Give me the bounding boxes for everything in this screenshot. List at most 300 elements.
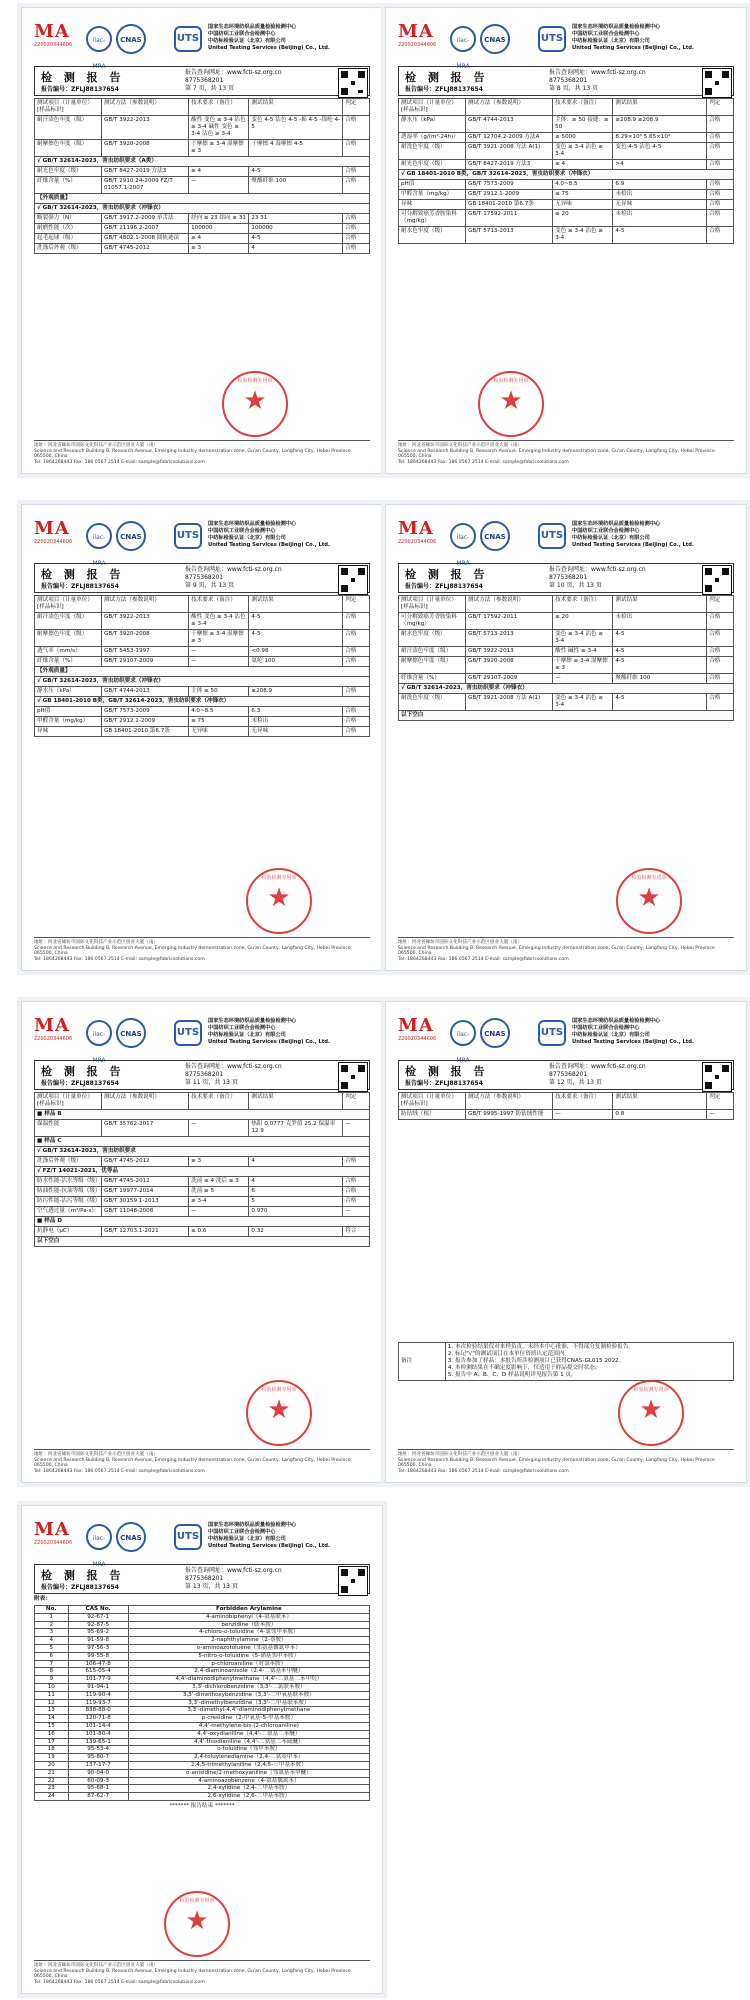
table-cell: 5-nitro-o-toluidine（5-硝基邻甲苯胺） — [128, 1652, 369, 1660]
table-cell: 干摩擦 ≥ 3-4 湿摩擦 ≥ 3 — [189, 630, 249, 647]
table-cell: 异味 — [399, 200, 466, 210]
uts-logo: UTS — [538, 523, 566, 549]
table-cell: 聚酯纤维 100 — [249, 177, 343, 194]
page-footer: 地址：河北省廊坊市国际文化科技产业示范区创业大厦（南） Science and Research Building B, Research Avenue, Emerging Industry demonstration zone, Gu'an County, Langfang City, Hebei Province 065500, China Tel: 1864268443 Fax: 186 0567 2514 E-mail: sample@fabricsolutions.com — [34, 1449, 370, 1474]
table-cell: 5 — [249, 1197, 343, 1207]
uts-logo: UTS — [174, 523, 202, 549]
table-cell: GB/T 8427-2019 方法3 — [102, 167, 189, 177]
table-cell: 2 — [35, 1621, 69, 1629]
table-cell: 干摩擦 4 湿摩擦 4-5 — [249, 140, 343, 157]
table-cell: 119-93-7 — [68, 1699, 128, 1707]
table-cell: benzidine（联苯胺） — [128, 1621, 369, 1629]
report-number: 报告编号：ZFLJ88137654 — [405, 583, 483, 590]
table-cell: 4-5 — [249, 630, 343, 647]
arylamine-row — [35, 1637, 370, 1645]
table-cell: GB/T 3917.2-2009 单舌法 — [102, 214, 189, 224]
report-end-text: ******* 报告结束 ******* — [169, 1802, 235, 1809]
ilac-mra-logo: ilac-MRA — [86, 26, 112, 52]
table-cell: 6.9 — [613, 180, 707, 190]
table-cell: 耐水色牢度（级） — [399, 227, 466, 244]
table-cell: GB/T 4745-2012 — [102, 244, 189, 254]
table-cell: 防污性能-沾污等级（级） — [35, 1197, 102, 1207]
table-cell: GB/T 4745-2012 — [102, 1157, 189, 1167]
table-cell: 合格 — [343, 717, 370, 727]
table-cell: 101-14-4 — [68, 1722, 128, 1730]
table-row — [399, 657, 734, 674]
table-cell: 纤维含量（%） — [35, 177, 102, 194]
table-cell: 合格 — [343, 234, 370, 244]
table-cell: GB/T 2912.1-2009 — [466, 190, 553, 200]
page-header — [398, 515, 734, 567]
report-page-10 — [385, 504, 747, 971]
table-row — [35, 1217, 370, 1227]
section-heading: ■ 样品 C — [35, 1137, 370, 1147]
table-row — [35, 1120, 370, 1137]
table-cell: 6 — [249, 1187, 343, 1197]
table-cell: 纤维含量（%） — [35, 657, 102, 667]
table-cell: 合格 — [343, 177, 370, 194]
table-cell: 92-67-1 — [68, 1613, 128, 1621]
table-cell: GB/T 5453-1997 — [102, 647, 189, 657]
table-cell: 洗前 ≥ 5 — [189, 1187, 249, 1197]
institute-names: 国家生态环境纺织品质量检验检测中心 中国纺织工业联合会检测中心 中纺标检验认证（北京）有限公司 United Testing Services (Beijing) Co., Ltd. — [208, 1522, 330, 1549]
table-cell: 2,4-diaminoanisole（2,4-二氨基苯甲醚） — [128, 1668, 369, 1676]
table-cell: 合格 — [343, 224, 370, 234]
section-heading: √ GB 18401-2010 B类，GB/T 32614-2023，害虫纺织要求（冲锋衣） — [35, 697, 370, 707]
notes-table — [398, 1342, 734, 1381]
table-cell: 99-55-8 — [68, 1652, 128, 1660]
arylamine-row — [35, 1777, 370, 1785]
report-query-info: 报告查询网址：www.fcti-sz.org.cn 8775368201 第 9 页，共 13 页 — [185, 566, 282, 589]
table-cell: 未检出 — [249, 717, 343, 727]
table-cell: 95-53-4 — [68, 1746, 128, 1754]
report-number: 报告编号：ZFLJ88137654 — [405, 1080, 483, 1087]
table-cell: 耐磨性能（次） — [35, 224, 102, 234]
section-heading: ■ 样品 D — [35, 1217, 370, 1227]
table-cell: 4,4'-methylene-bis-(2-chloroaniline) — [128, 1722, 369, 1730]
table-cell: 4-5 — [249, 613, 343, 630]
table-cell: 耐光色牢度（级） — [399, 160, 466, 170]
table-cell: 16 — [35, 1730, 69, 1738]
table-cell: GB/T 3921-2008 方法 A(1) — [466, 143, 553, 160]
table-cell: 合格 — [343, 647, 370, 657]
table-row — [399, 694, 734, 711]
appendix-label: 附表： — [34, 1596, 51, 1602]
table-cell: GB/T 5713-2013 — [466, 227, 553, 244]
table-row — [35, 194, 370, 204]
ilac-mra-logo: ilac-MRA — [450, 26, 476, 52]
report-number: 报告编号：ZFLJ88137654 — [41, 1080, 119, 1087]
table-cell: 变色 4-5 沾色 4-5 -棉 4-5 -锦纶 4-5 — [249, 116, 343, 140]
table-cell: 95-69-2 — [68, 1629, 128, 1637]
qr-code — [702, 565, 732, 595]
table-cell: 主体 ≥ 50 — [189, 687, 249, 697]
table-cell: 符合 — [343, 1227, 370, 1237]
table-row — [35, 214, 370, 224]
uts-logo: UTS — [538, 26, 566, 52]
table-cell: GB/T 19977-2014 — [102, 1187, 189, 1197]
arylamine-row — [35, 1761, 370, 1769]
table-cell: GB/T 4744-2013 — [102, 687, 189, 697]
ilac-mra-logo: ilac-MRA — [450, 1020, 476, 1046]
table-cell: 2-naphthylamine（2-萘胺） — [128, 1637, 369, 1645]
table-row — [35, 167, 370, 177]
table-cell: 耐洗色牢度（级） — [399, 694, 466, 711]
arylamine-row — [35, 1793, 370, 1801]
table-cell: ≤ 0.6 — [189, 1227, 249, 1237]
table-cell: 2,4-xylidine（2,4-二甲基苯胺） — [128, 1785, 369, 1793]
table-cell: 合格 — [707, 133, 734, 143]
table-cell: 9 — [35, 1676, 69, 1684]
table-row — [399, 180, 734, 190]
institute-names: 国家生态环境纺织品质量检验检测中心 中国纺织工业联合会检测中心 中纺标检验认证（北京）有限公司 United Testing Services (Beijing) Co., Ltd. — [208, 1018, 330, 1045]
table-row — [35, 1197, 370, 1207]
table-cell: GB/T 3920-2008 — [102, 140, 189, 157]
table-cell: 4 — [249, 1157, 343, 1167]
table-row — [35, 177, 370, 194]
page-header — [34, 1012, 370, 1064]
table-cell: 13 — [35, 1707, 69, 1715]
table-cell: 未检出 — [613, 210, 707, 227]
section-heading: √ GB/T 32614-2023，害虫纺织要求（冲锋衣） — [399, 684, 734, 694]
qr-code — [338, 1566, 368, 1596]
page-footer: 地址：河北省廊坊市国际文化科技产业示范区创业大厦（南） Science and Research Building B, Research Avenue, Emerging Industry demonstration zone, Gu'an County, Langfang City, Hebei Province 065500, China Tel: 1864268443 Fax: 186 0567 2514 E-mail: sample@fabricsolutions.com — [34, 440, 370, 465]
table-cell: 无异味 — [553, 200, 613, 210]
table-cell: 139-65-1 — [68, 1738, 128, 1746]
table-cell: 合格 — [343, 167, 370, 177]
institute-names: 国家生态环境纺织品质量检验检测中心 中国纺织工业联合会检测中心 中纺标检验认证（北京）有限公司 United Testing Services (Beijing) Co., Ltd. — [208, 521, 330, 548]
ilac-mra-logo: ilac-MRA — [450, 523, 476, 549]
report-title-bar — [398, 66, 734, 96]
table-row — [399, 227, 734, 244]
report-number: 报告编号：ZFLJ88137654 — [41, 86, 119, 93]
report-title: 检 测 报 告 — [41, 568, 125, 581]
table-cell: 92-87-5 — [68, 1621, 128, 1629]
table-cell: GB 18401-2010 第6.7条 — [102, 727, 189, 737]
arylamine-row — [35, 1715, 370, 1723]
table-row — [35, 234, 370, 244]
report-title-bar — [398, 1060, 734, 1090]
table-cell: 合格 — [343, 687, 370, 697]
table-row — [35, 727, 370, 737]
table-cell: ≤ 20 — [553, 613, 613, 630]
page-footer: 地址：河北省廊坊市国际文化科技产业示范区创业大厦（南） Science and Research Building B, Research Avenue, Emerging Industry demonstration zone, Gu'an County, Langfang City, Hebei Province 065500, China Tel: 1864268443 Fax: 186 0567 2514 E-mail: sample@fabricsolutions.com — [398, 1449, 734, 1474]
page-footer: 地址：河北省廊坊市国际文化科技产业示范区创业大厦（南） Science and Research Building B, Research Avenue, Emerging Industry demonstration zone, Gu'an County, Langfang City, Hebei Province 065500, China Tel: 1864268443 Fax: 186 0567 2514 E-mail: sample@fabricsolutions.com — [34, 1960, 370, 1985]
table-cell: 137-17-7 — [68, 1761, 128, 1769]
institute-names: 国家生态环境纺织品质量检验检测中心 中国纺织工业联合会检测中心 中纺标检验认证（北京）有限公司 United Testing Services (Beijing) Co., Ltd. — [208, 24, 330, 51]
table-cell: 洗前 ≥ 4 洗后 ≥ 3 — [189, 1177, 249, 1187]
table-cell: 静水压（kPa） — [399, 116, 466, 133]
table-row — [35, 1177, 370, 1187]
arylamine-row — [35, 1644, 370, 1652]
arylamine-row — [35, 1746, 370, 1754]
table-cell: 10 — [35, 1683, 69, 1691]
table-cell: 19 — [35, 1754, 69, 1762]
table-cell: 2,6-xylidine（2,6-二甲基苯胺） — [128, 1793, 369, 1801]
table-cell: 0.32 — [249, 1227, 343, 1237]
table-row — [399, 200, 734, 210]
table-cell: 变色 ≥ 3-4 沾色 ≥ 3-4 — [553, 143, 613, 160]
table-cell: ≥208.9 ≥208.9 — [613, 116, 707, 133]
arylamine-row — [35, 1691, 370, 1699]
table-row — [35, 1227, 370, 1237]
cnas-logo: CNAS — [116, 1522, 146, 1552]
table-cell: 7 — [35, 1660, 69, 1668]
table-cell: 91-59-8 — [68, 1637, 128, 1645]
section-heading: √ GB/T 32614-2023，害虫纺织要求（A类） — [35, 157, 370, 167]
arylamine-row — [35, 1769, 370, 1777]
table-cell: o-toluidine（邻甲苯胺） — [128, 1746, 369, 1754]
table-cell: >4 — [613, 160, 707, 170]
table-cell: 95-80-7 — [68, 1754, 128, 1762]
table-cell: 1 — [35, 1613, 69, 1621]
results-table: 测试项目（计量单位）[样品标识] 测试方法（参数说明） 技术要求（备注） 测试结果 判定 防钻绒（根） GB/T 9995-1997 防钻绒性能 — 0.8 — — [398, 1092, 734, 1120]
table-cell: 耐光色牢度（级） — [35, 167, 102, 177]
table-cell: GB/T 17592-2011 — [466, 210, 553, 227]
table-cell: 3,3'-dimethylbenzidine（3,3'-二甲基联苯胺） — [128, 1699, 369, 1707]
table-cell: ≥ 3 — [189, 244, 249, 254]
red-seal-stamp: 检验检测专用章 ★ — [616, 868, 682, 934]
table-cell: 合格 — [343, 1177, 370, 1187]
table-cell: 22 — [35, 1777, 69, 1785]
red-seal-stamp: 检验检测专用章 ★ — [246, 868, 312, 934]
table-cell: GB/T 29107-2009 — [466, 674, 553, 684]
forbidden-arylamine-appendix — [34, 1596, 370, 1810]
report-number: 报告编号：ZFLJ88137654 — [41, 1584, 119, 1591]
section-heading: √ GB/T 32614-2023，害虫纺织要求（冲锋衣） — [35, 677, 370, 687]
arylamine-row — [35, 1738, 370, 1746]
table-cell: 合格 — [343, 727, 370, 737]
table-cell: p-cresidine（2-甲氧基-5-甲基苯胺） — [128, 1715, 369, 1723]
table-cell: 防油性能-抗油等级（级） — [35, 1187, 102, 1197]
section-heading: ■ 样品 B — [35, 1110, 370, 1120]
section-heading: √ GB 18401-2010 B类，GB/T 32614-2023，害虫纺织要求（冲锋衣） — [399, 170, 734, 180]
ilac-mra-logo: ilac-MRA — [86, 523, 112, 549]
report-title: 检 测 报 告 — [405, 1065, 489, 1078]
report-page-7 — [21, 7, 383, 474]
table-cell: 合格 — [707, 613, 734, 630]
table-cell: 合格 — [707, 143, 734, 160]
section-heading: 【外观质量】 — [35, 194, 370, 204]
table-row — [35, 1147, 370, 1157]
table-cell: 合格 — [707, 227, 734, 244]
report-title: 检 测 报 告 — [405, 71, 489, 84]
table-cell: <0.98 — [249, 647, 343, 657]
table-cell: 100000 — [249, 224, 343, 234]
uts-logo: UTS — [538, 1020, 566, 1046]
section-heading: 以下空白 — [35, 1237, 370, 1247]
table-row — [399, 190, 734, 200]
table-cell: 合格 — [343, 140, 370, 157]
table-cell: 防钻绒（根） — [399, 1110, 466, 1120]
table-cell: 87-62-7 — [68, 1793, 128, 1801]
table-cell: 变色 ≥ 3-4 沾色 ≥ 3-4 — [553, 630, 613, 647]
table-cell: GB/T 17592-2011 — [466, 613, 553, 630]
table-cell: 119-90-4 — [68, 1691, 128, 1699]
table-row — [35, 697, 370, 707]
table-row — [35, 647, 370, 657]
qr-code — [338, 1062, 368, 1092]
cnas-logo: CNAS — [480, 24, 510, 54]
table-cell: GB/T 9995-1997 防钻绒性能 — [466, 1110, 553, 1120]
table-cell: pH值 — [399, 180, 466, 190]
table-row — [399, 1110, 734, 1120]
table-cell: 未检出 — [613, 613, 707, 630]
table-cell: 无异味 — [249, 727, 343, 737]
table-cell: 100000 — [189, 224, 249, 234]
table-cell: GB 18401-2010 第6.7条 — [466, 200, 553, 210]
page-footer: 地址：河北省廊坊市国际文化科技产业示范区创业大厦（南） Science and Research Building B, Research Avenue, Emerging Industry demonstration zone, Gu'an County, Langfang City, Hebei Province 065500, China Tel: 1864268443 Fax: 186 0567 2514 E-mail: sample@fabricsolutions.com — [398, 937, 734, 962]
table-cell: 合格 — [343, 1197, 370, 1207]
arylamine-row — [35, 1652, 370, 1660]
report-title-bar — [34, 66, 370, 96]
table-cell: GB/T 3920-2008 — [466, 657, 553, 674]
table-cell: 合格 — [343, 630, 370, 647]
table-cell: 4.0~8.5 — [189, 707, 249, 717]
table-cell: 耐摩擦色牢度（级） — [399, 657, 466, 674]
table-cell: 4.0~8.5 — [553, 180, 613, 190]
arylamine-row — [35, 1754, 370, 1762]
table-cell: 合格 — [707, 630, 734, 647]
results-table: 测试项目（计量单位）[样品标识] 测试方法（参数说明） 技术要求（备注） 测试结果 判定 ■ 样品 B 保温性能 GB/T 35762-2017 — 热阻 0.0777 克罗值 25.2 保温率 12.9 — ■ 样品 C √ GB/T 32614-2023，害虫纺织要求 洗涤后外观（级） GB/T 4745-2012 ≥ 3 4 合格 √ FZ/T 14021-2021，优等品 防水性能-沾水等级（级） GB/T 4745-2012 洗前 ≥ 4 洗后 ≥ 3 4 合格 防油性能-抗油等级（级） GB/T 19977-2014 洗前 ≥ 5 6 合格 防污性能-沾污等级（级） GB/T 30159.1-2013 ≥ 3-4 5 合格 空气透过量（m³/Pa·s） GB/T 11048-2008 — 0.970 — ■ 样品 D 抗静电（μC） GB/T 12703.1-2021 ≤ 0.6 0.32 符合 以下空白 — [34, 1092, 370, 1247]
table-cell: 120-71-8 — [68, 1715, 128, 1723]
table-cell: 无异味 — [613, 200, 707, 210]
table-cell: 4-5 — [613, 657, 707, 674]
table-cell: GB/T 7573-2009 — [102, 707, 189, 717]
table-cell: 95-68-1 — [68, 1785, 128, 1793]
table-cell: GB/T 30159.1-2013 — [102, 1197, 189, 1207]
table-row — [399, 170, 734, 180]
report-query-info: 报告查询网址：www.fcti-sz.org.cn 8775368201 第 10 页，共 13 页 — [549, 566, 646, 589]
table-cell: 97-56-3 — [68, 1644, 128, 1652]
table-cell: 合格 — [707, 200, 734, 210]
table-cell: 合格 — [343, 707, 370, 717]
page-footer: 地址：河北省廊坊市国际文化科技产业示范区创业大厦（南） Science and Research Building B, Research Avenue, Emerging Industry demonstration zone, Gu'an County, Langfang City, Hebei Province 065500, China Tel: 1864268443 Fax: 186 0567 2514 E-mail: sample@fabricsolutions.com — [398, 440, 734, 465]
arylamine-row — [35, 1613, 370, 1621]
table-cell: 3 — [35, 1629, 69, 1637]
table-row — [35, 244, 370, 254]
table-cell: o-aminoazotoluene（邻氨基偶氮甲苯） — [128, 1644, 369, 1652]
table-cell: 合格 — [707, 657, 734, 674]
table-row — [35, 140, 370, 157]
table-cell: 4-5 — [249, 167, 343, 177]
table-cell: 91-94-1 — [68, 1683, 128, 1691]
ma-logo: MA 220020344606 — [34, 21, 73, 48]
ma-logo: MA 220020344606 — [34, 518, 73, 545]
table-row — [35, 613, 370, 630]
table-cell: GB/T 29107-2009 — [102, 657, 189, 667]
table-cell: 合格 — [343, 613, 370, 630]
table-cell: 防水性能-沾水等级（级） — [35, 1177, 102, 1187]
table-cell: 0.970 — [249, 1207, 343, 1217]
uts-logo: UTS — [174, 1524, 202, 1550]
table-cell: 合格 — [343, 214, 370, 224]
table-cell: ≥ 3-4 — [189, 1197, 249, 1207]
table-cell: 6 — [35, 1652, 69, 1660]
report-title: 检 测 报 告 — [41, 1065, 125, 1078]
table-cell: 15 — [35, 1722, 69, 1730]
uts-logo: UTS — [174, 1020, 202, 1046]
table-cell: 耐摩擦色牢度（级） — [35, 140, 102, 157]
table-cell: 合格 — [707, 647, 734, 657]
table-cell: — — [189, 177, 249, 194]
table-cell: 4-5 — [613, 630, 707, 647]
table-cell: 静水压（kPa） — [35, 687, 102, 697]
report-number: 报告编号：ZFLJ88137654 — [41, 583, 119, 590]
red-seal-stamp: 检验检测专用章 ★ — [618, 1380, 684, 1446]
table-row — [399, 143, 734, 160]
arylamine-row — [35, 1660, 370, 1668]
ma-logo: MA 220020344606 — [398, 518, 437, 545]
arylamine-row — [35, 1629, 370, 1637]
report-query-info: 报告查询网址：www.fcti-sz.org.cn 8775368201 第 12 页，共 13 页 — [549, 1063, 646, 1086]
table-cell: 酸性 碱性 ≥ 3-4 — [553, 647, 613, 657]
table-cell: ≤ 75 — [553, 190, 613, 200]
cnas-logo: CNAS — [116, 24, 146, 54]
table-row — [35, 1237, 370, 1247]
red-seal-stamp: 检验检测专用章 ★ — [222, 371, 288, 437]
table-cell: ≥ 3 — [189, 1157, 249, 1167]
table-cell: 4,4'-oxydianiline（4,4'-二氨基二苯醚） — [128, 1730, 369, 1738]
table-cell: 23 — [35, 1785, 69, 1793]
table-cell: 615-05-4 — [68, 1668, 128, 1676]
table-row — [35, 657, 370, 667]
table-cell: o-anisidine/2-methoxyaniline（邻氨基苯甲醚） — [128, 1769, 369, 1777]
qr-code — [702, 68, 732, 98]
table-cell: ≥ 4 — [189, 167, 249, 177]
table-row — [399, 210, 734, 227]
table-cell: ≥208.9 — [249, 687, 343, 697]
table-cell: ≥ 4 — [553, 160, 613, 170]
table-cell: GB/T 2910.24-2009 FZ/T 01057.1-2007 — [102, 177, 189, 194]
table-cell: 4-5 — [613, 694, 707, 711]
table-cell: 合格 — [707, 116, 734, 133]
table-cell: 耐汗渍色牢度（级） — [35, 613, 102, 630]
report-title-bar — [34, 563, 370, 593]
cnas-logo: CNAS — [116, 521, 146, 551]
table-cell: 4-aminobiphenyl（4-氨基联苯） — [128, 1613, 369, 1621]
table-cell: ≤ 20 — [553, 210, 613, 227]
table-cell: 101-80-4 — [68, 1730, 128, 1738]
table-row — [35, 157, 370, 167]
table-cell: GB/T 3922-2013 — [102, 613, 189, 630]
table-cell: 101-77-9 — [68, 1676, 128, 1684]
table-cell: — — [189, 647, 249, 657]
table-cell: 保温性能 — [35, 1120, 102, 1137]
table-cell: GB/T 2912.1-2009 — [102, 717, 189, 727]
table-cell: 无异味 — [189, 727, 249, 737]
report-page-11 — [21, 1001, 383, 1483]
table-cell: 838-88-0 — [68, 1707, 128, 1715]
table-cell: 4-5 — [249, 234, 343, 244]
table-cell: ≥ 5000 — [553, 133, 613, 143]
table-cell: 4 — [35, 1637, 69, 1645]
table-cell: 合格 — [343, 1157, 370, 1167]
table-row — [35, 717, 370, 727]
table-cell: 3,3'-dimethyl-4,4'-diaminodiphenylmethane — [128, 1707, 369, 1715]
table-cell: 透湿率（g/(m²·24h)） — [399, 133, 466, 143]
table-cell: 酸性 变色 ≥ 3-4 沾色 ≥ 3-4 碱性 变色 ≥ 3-4 沾色 ≥ 3-4 — [189, 116, 249, 140]
table-cell: 耐汗渍色牢度（级） — [399, 647, 466, 657]
table-cell: GB/T 3922-2013 — [102, 116, 189, 140]
table-cell: 变色 ≥ 3-4 沾色 ≥ 3-4 — [553, 694, 613, 711]
page-footer: 地址：河北省廊坊市国际文化科技产业示范区创业大厦（南） Science and Research Building B, Research Avenue, Emerging Industry demonstration zone, Gu'an County, Langfang City, Hebei Province 065500, China Tel: 1864268443 Fax: 186 0567 2514 E-mail: sample@fabricsolutions.com — [34, 937, 370, 962]
table-cell: — — [189, 657, 249, 667]
results-table: 测试项目（计量单位）[样品标识] 测试方法（参数说明） 技术要求（备注） 测试结果 判定 静水压（kPa） GB/T 4744-2013 主体：≥ 50 接缝：≥ 50 ≥208.9 ≥208.9 合格 透湿率（g/(m²·24h)） GB/T 12704.2-2009 方法A ≥ 5000 8.29×10³ 5.65×10³ 合格 耐洗色牢度（级） GB/T 3921-2008 方法 A(1) 变色 ≥ 3-4 沾色 ≥ 3-4 变色 4-5 沾色 4-5 合格 耐光色牢度（级） GB/T 8427-2019 方法3 ≥ 4 >4 合格 √ GB 18401-2010 B类，GB/T 32614-2023，害虫纺织要求（冲锋衣） pH值 GB/T 7573-2009 4.0~8.5 6.9 合格 甲醛含量（mg/kg） GB/T 2912.1-2009 ≤ 75 未检出 合格 异味 GB 18401-2010 第6.7条 无异味 无异味 合格 可分解致癌芳香胺染料（mg/kg） GB/T 17592-2011 ≤ 20 未检出 合格 耐水色牢度（级） GB/T 5713-2013 变色 ≥ 3-4 沾色 ≥ 3-4 4-5 合格 — [398, 98, 734, 244]
red-seal-stamp: 检验检测专用章 ★ — [246, 1380, 312, 1446]
table-cell: 氨纶 100 — [249, 657, 343, 667]
table-cell: — — [707, 1110, 734, 1120]
